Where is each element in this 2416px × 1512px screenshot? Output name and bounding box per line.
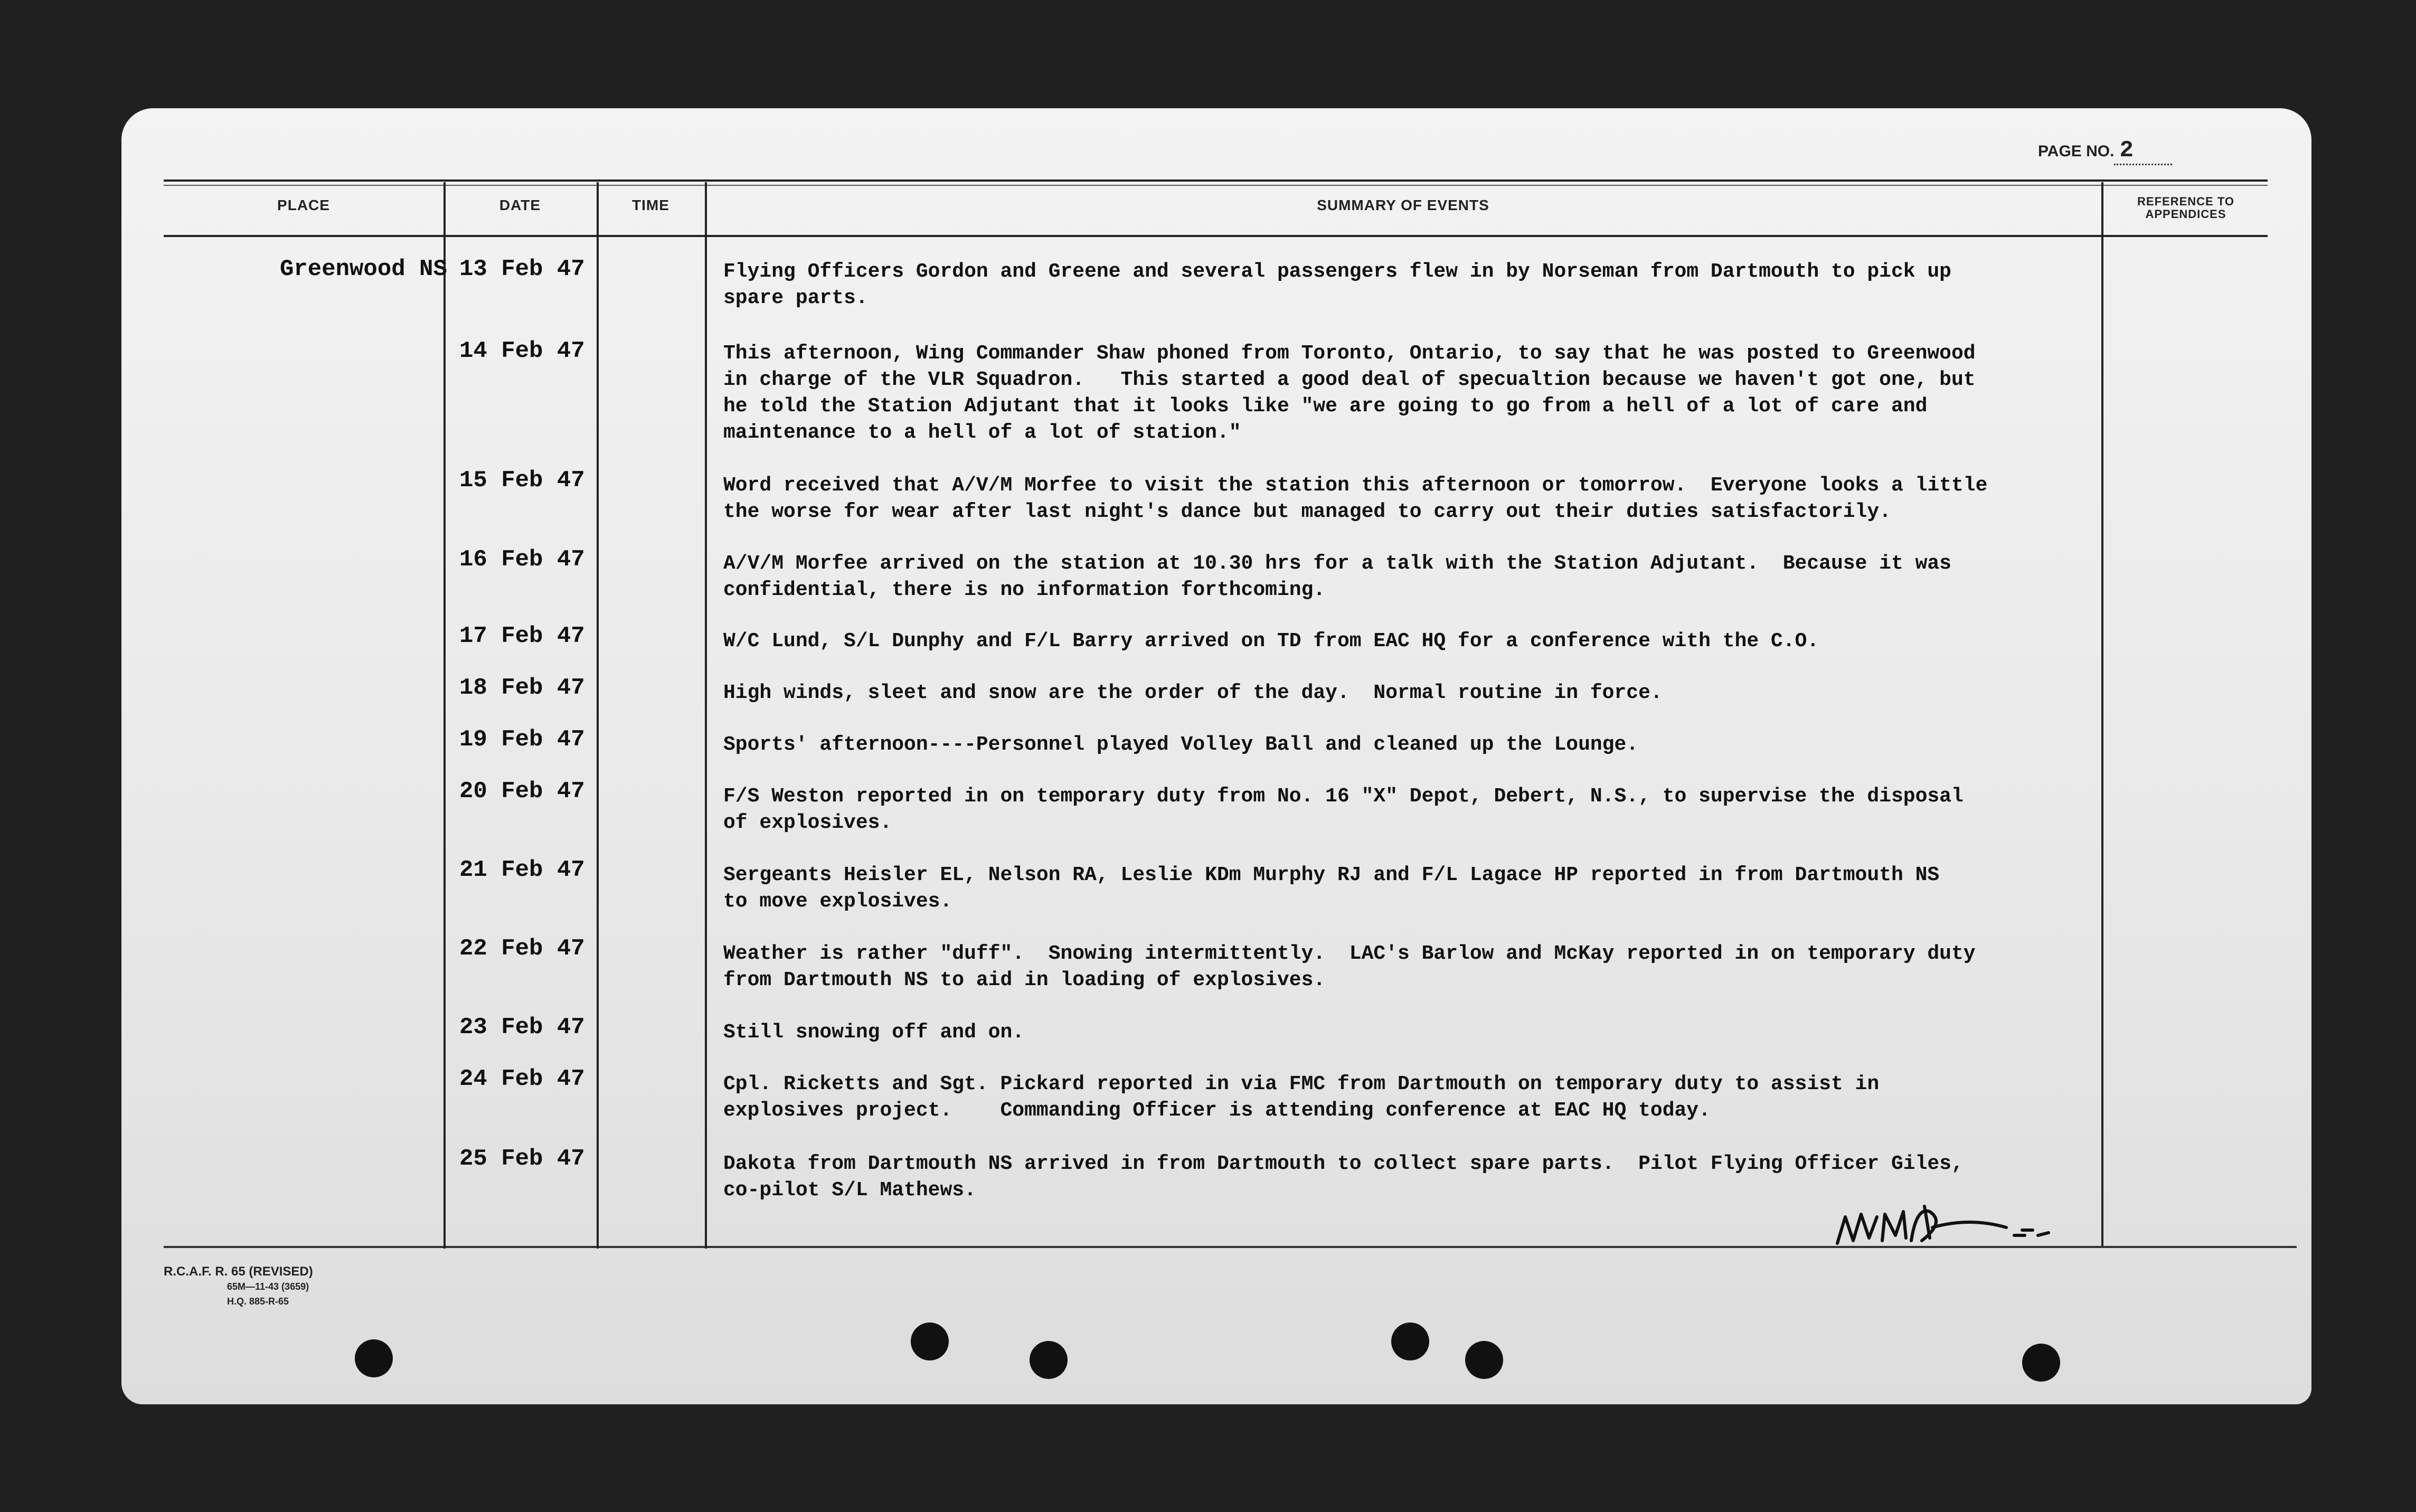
binder-hole: [1465, 1341, 1503, 1379]
entry-summary: W/C Lund, S/L Dunphy and F/L Barry arrived on TD from EAC HQ for a conference with the C.O.: [723, 630, 1819, 653]
header-reference: REFERENCE TO APPENDICES: [2137, 195, 2234, 221]
entry-summary: A/V/M Morfee arrived on the station at 10.30 hrs for a talk with the Station Adjutant. Because it was confidential, there is no information forthcoming.: [723, 552, 1951, 601]
entry-date: 16 Feb 47: [459, 546, 585, 573]
entry-date: 18 Feb 47: [459, 675, 585, 701]
page-no-value: 2: [2119, 137, 2134, 164]
entry-summary: Sergeants Heisler EL, Nelson RA, Leslie KDm Murphy RJ and F/L Lagace HP reported in from Dartmouth NS to move explosives.: [723, 864, 1940, 913]
column-divider-time: [705, 182, 707, 1249]
binder-hole: [2022, 1344, 2060, 1382]
entry-date: 23 Feb 47: [459, 1014, 585, 1041]
entry-summary: High winds, sleet and snow are the order of the day. Normal routine in force.: [723, 682, 1663, 704]
column-divider-place: [443, 182, 446, 1249]
entry-summary: Flying Officers Gordon and Greene and several passengers flew in by Norseman from Dartmouth to pick up spare parts.: [723, 260, 1951, 309]
entry-summary: Word received that A/V/M Morfee to visit the station this afternoon or tomorrow. Everyone looks a little the worse for wear after last night's dance but managed to carry out their duties satisfactorily.: [723, 474, 1988, 523]
header-time: TIME: [632, 197, 669, 213]
entry-date: 14 Feb 47: [459, 338, 585, 364]
column-divider-date: [597, 182, 599, 1249]
entry-date: 13 Feb 47: [459, 256, 585, 282]
entry-summary: Weather is rather "duff". Snowing intermittently. LAC's Barlow and McKay reported in on temporary duty from Dartmouth NS to aid in loading of explosives.: [723, 942, 1976, 991]
header-place: PLACE: [277, 197, 330, 213]
top-rule-secondary: [164, 185, 2268, 186]
page-no-dotline: [2114, 137, 2172, 165]
entry-summary: Cpl. Ricketts and Sgt. Pickard reported in via FMC from Dartmouth on temporary duty to assist in explosives project. Commanding Officer is attending conference at EAC HQ today.: [723, 1073, 1880, 1122]
place-value: Greenwood NS: [280, 256, 447, 282]
entry-summary: Dakota from Dartmouth NS arrived in from Dartmouth to collect spare parts. Pilot Flying Officer Giles, co-pilot S/L Mathews.: [723, 1152, 1964, 1202]
form-identifier: [164, 1264, 313, 1309]
form-print-code: 65M—11-43 (3659): [227, 1281, 309, 1292]
entry-date: 15 Feb 47: [459, 467, 585, 494]
document-sheet: [121, 108, 2311, 1404]
entry-date: 22 Feb 47: [459, 935, 585, 962]
binder-hole: [355, 1339, 393, 1377]
entry-date: 17 Feb 47: [459, 623, 585, 649]
header-summary: SUMMARY OF EVENTS: [1317, 197, 1489, 213]
binder-hole: [911, 1322, 949, 1360]
top-rule: [164, 179, 2268, 182]
entry-summary: F/S Weston reported in on temporary duty from No. 16 "X" Depot, Debert, N.S., to supervise the disposal of explosives.: [723, 785, 1964, 834]
entry-date: 20 Feb 47: [459, 778, 585, 805]
entry-date: 19 Feb 47: [459, 726, 585, 753]
binder-hole: [1391, 1322, 1429, 1360]
entry-summary: Sports' afternoon----Personnel played Volley Ball and cleaned up the Lounge.: [723, 733, 1639, 756]
entry-summary: This afternoon, Wing Commander Shaw phoned from Toronto, Ontario, to say that he was posted to Greenwood in charge of the VLR Squadron. This started a good deal of specualtion because we haven't got one, but he told the Station Adjutant that it looks like "we are going to go from a hell of a lot of care and maintenance to a hell of a lot of station.": [723, 342, 1976, 444]
form-number: R.C.A.F. R. 65 (REVISED): [164, 1264, 313, 1279]
page-no-text: PAGE NO.: [2038, 143, 2115, 160]
entry-date: 21 Feb 47: [459, 857, 585, 883]
handwritten-signature: [1832, 1185, 2054, 1254]
header-date: DATE: [499, 197, 541, 213]
binder-hole: [1030, 1341, 1068, 1379]
entry-date: 24 Feb 47: [459, 1066, 585, 1092]
form-hq-code: H.Q. 885-R-65: [227, 1296, 289, 1307]
header-rule: [164, 235, 2268, 237]
entry-summary: Still snowing off and on.: [723, 1021, 1025, 1044]
entry-date: 25 Feb 47: [459, 1146, 585, 1172]
page-number-label: [2038, 137, 2172, 165]
